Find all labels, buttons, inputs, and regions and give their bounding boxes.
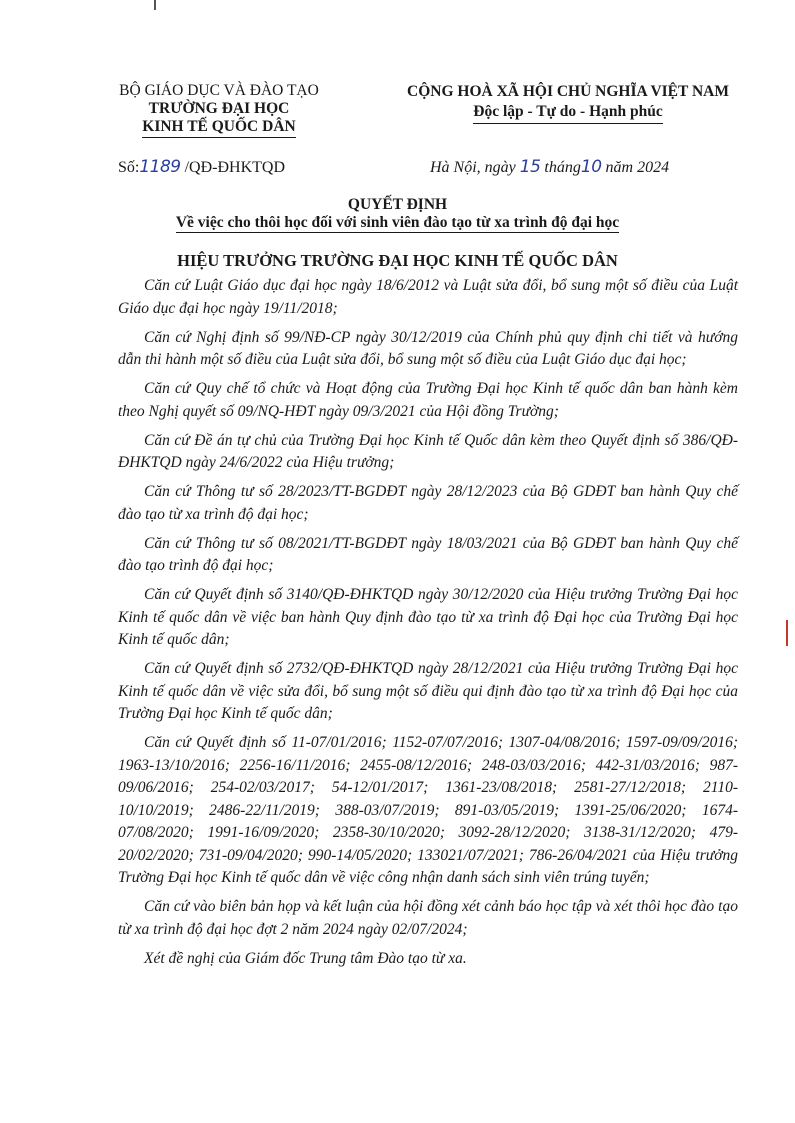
issue-date (430, 157, 669, 177)
university-name-line2: KINH TẾ QUỐC DÂN (142, 118, 295, 138)
paragraph: Căn cứ Quy chế tổ chức và Hoạt động của Trường Đại học Kinh tế quốc dân ban hành kèm theo Nghị quyết số 09/NQ-HĐT ngày 09/3/2021 của Hội đồng Trường; (118, 380, 738, 420)
month-label: tháng (544, 159, 581, 176)
university-name-line1: TRƯỜNG ĐẠI HỌC (148, 100, 290, 117)
paragraph: Căn cứ Quyết định số 2732/QĐ-ĐHKTQD ngày 28/12/2021 của Hiệu trưởng Trường Đại học Kinh tế quốc dân về việc sửa đổi, bổ sung một số điều qui định đào tạo từ xa trình độ Đại học của Trường Đại học Kinh tế quốc dân; (118, 660, 738, 722)
year-text: năm 2024 (605, 159, 670, 176)
scan-mark (154, 0, 156, 10)
issuing-authority: HIỆU TRƯỞNG TRƯỜNG ĐẠI HỌC KINH TẾ QUỐC DÂN (177, 251, 618, 270)
country-name: CỘNG HOÀ XÃ HỘI CHỦ NGHĨA VIỆT NAM (407, 83, 729, 100)
paragraph: Căn cứ Nghị định số 99/NĐ-CP ngày 30/12/2019 của Chính phủ quy định chi tiết và hướng dẫn thi hành một số điều của Luật sửa đổi, bổ sung một số điều của Luật Giáo dục đại học; (118, 328, 738, 368)
handwritten-day: 15 (519, 157, 541, 177)
handwritten-month: 10 (580, 157, 602, 177)
issuing-agency (96, 82, 342, 138)
document-type: QUYẾT ĐỊNH (347, 196, 448, 213)
paragraph: Căn cứ Quyết định số 3140/QĐ-ĐHKTQD ngày 30/12/2020 của Hiệu trưởng Trường Đại học Kinh tế quốc dân về việc ban hành Quy định đào tạo từ xa trình độ Đại học của Trường Đại học Kinh tế quốc dân; (118, 586, 738, 648)
document-body (118, 275, 738, 977)
number-suffix: /QĐ-ĐHKTQD (184, 159, 286, 176)
paragraph: Căn cứ Đề án tự chủ của Trường Đại học Kinh tế Quốc dân kèm theo Quyết định số 386/QĐ-ĐHKTQD ngày 24/6/2022 của Hiệu trưởng; (118, 431, 738, 471)
national-header (400, 82, 736, 124)
paragraph: Xét đề nghị của Giám đốc Trung tâm Đào tạo từ xa. (144, 949, 467, 967)
handwritten-number: 1189 (139, 157, 181, 177)
paragraph: Căn cứ Thông tư số 28/2023/TT-BGDĐT ngày 28/12/2023 của Bộ GDĐT ban hành Quy chế đào tạo từ xa trình độ đại học; (118, 483, 738, 523)
paragraph: Căn cứ Luật Giáo dục đại học ngày 18/6/2012 và Luật sửa đổi, bổ sung một số điều của Luật Giáo dục đại học ngày 19/11/2018; (118, 277, 738, 317)
document-subject (60, 214, 735, 232)
paragraph: Căn cứ Quyết định số 11-07/01/2016; 1152-07/07/2016; 1307-04/08/2016; 1597-09/09/2016; 1963-13/10/2016; 2256-16/11/2016; 2455-08/12/2016; 248-03/03/2016; 442-31/03/2016; 987-09/06/2016; 254-02/03/2017; 54-12/01/2017; 1361-23/08/2018; 2581-27/12/2018; 2110-10/10/2019; 2486-22/11/2019; 388-03/07/2019; 891-03/05/2019; 1391-25/06/2020; 1674-07/08/2020; 1991-16/09/2020; 2358-30/10/2020; 3092-28/12/2020; 3138-31/12/2020; 479-20/02/2020; 731-09/04/2020; 990-14/05/2020; 133021/07/2021; 786-26/04/2021 của Hiệu trưởng Trường Đại học Kinh tế quốc dân về việc công nhận danh sách sinh viên trúng tuyển; (118, 734, 738, 886)
national-motto: Độc lập - Tự do - Hạnh phúc (473, 102, 662, 124)
paragraph: Căn cứ Thông tư số 08/2021/TT-BGDĐT ngày 18/03/2021 của Bộ GDĐT ban hành Quy chế đào tạo trình độ đại học; (118, 534, 738, 574)
subject-text: Về việc cho thôi học đối với sinh viên đào tạo từ xa trình độ đại học (175, 214, 620, 231)
number-prefix: Số: (118, 159, 140, 176)
date-place: Hà Nội, ngày (430, 159, 516, 176)
paragraph: Căn cứ vào biên bản họp và kết luận của hội đồng xét cảnh báo học tập và xét thôi học đào tạo từ xa trình độ đại học đợt 2 năm 2024 ngày 02/07/2024; (118, 898, 738, 938)
document-number (118, 157, 285, 177)
ministry-name: BỘ GIÁO DỤC VÀ ĐÀO TẠO (119, 82, 319, 99)
scan-mark-red (786, 620, 788, 646)
